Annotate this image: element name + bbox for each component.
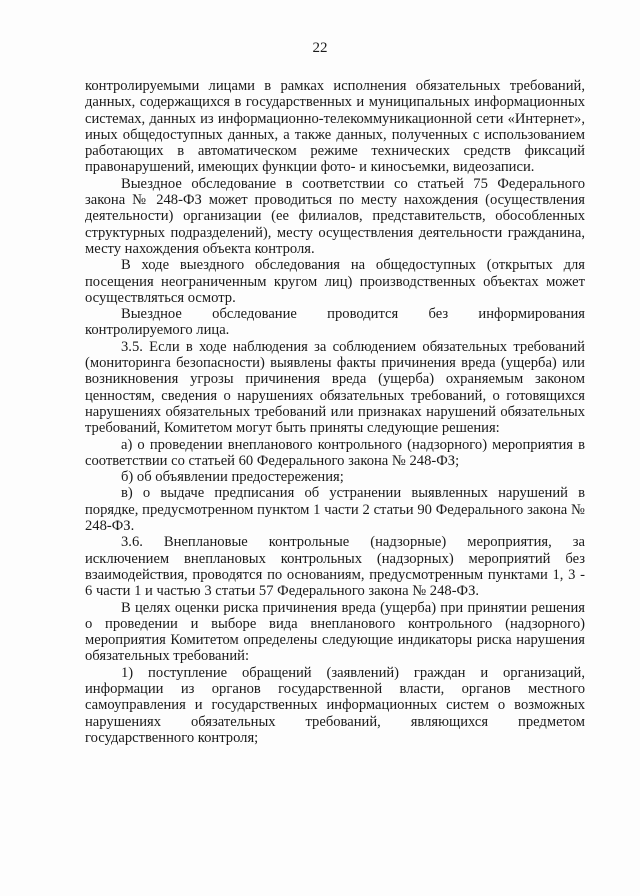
- paragraph-1: контролируемыми лицами в рамках исполнения обязательных требований, данных, содержащихся в государственных и муниципальных информационных системах, данных из информационно-телекоммуникационной сети «Интернет», иных общедоступных данных, а также данных, полученных с использованием работающих в автоматическом режиме технических средств фиксаций правонарушений, имеющих функции фото- и киносъемки, видеозаписи.: [85, 78, 585, 176]
- paragraph-8: в) о выдаче предписания об устранении выявленных нарушений в порядке, предусмотренном пунктом 1 части 2 статьи 90 Федерального закона № 248-ФЗ.: [85, 485, 585, 535]
- paragraph-2: Выездное обследование в соответствии со статьей 75 Федерального закона № 248-ФЗ может проводиться по месту нахождения (осуществления деятельности) организации (ее филиалов, представительств, обособленных структурных подразделений), месту осуществления деятельности гражданина, месту нахождения объекта контроля.: [85, 175, 585, 257]
- paragraph-6: а) о проведении внепланового контрольного (надзорного) мероприятия в соответствии со статьей 60 Федерального закона № 248-ФЗ;: [85, 436, 585, 469]
- document-body: [85, 78, 585, 746]
- paragraph-11: 1) поступление обращений (заявлений) граждан и организаций, информации из органов государственной власти, органов местного самоуправления и государственных информационных систем о возможных нарушениях обязательных требований, являющихся предметом государственного контроля;: [85, 664, 585, 746]
- paragraph-4: Выездное обследование проводится без информирования контролируемого лица.: [85, 306, 585, 339]
- paragraph-9: 3.6. Внеплановые контрольные (надзорные) мероприятия, за исключением внеплановых контрольных (надзорных) мероприятий без взаимодействия, проводятся по основаниям, предусмотренным пунктами 1, 3 - 6 части 1 и частью 3 статьи 57 Федерального закона № 248-ФЗ.: [85, 534, 585, 600]
- paragraph-5: 3.5. Если в ходе наблюдения за соблюдением обязательных требований (мониторинга безопасности) выявлены факты причинения вреда (ущерба) или возникновения угрозы причинения вреда (ущерба) охраняемым законом ценностям, сведения о нарушениях обязательных требований, о готовящихся нарушениях обязательных требований или признаках нарушений обязательных требований, Комитетом могут быть приняты следующие решения:: [85, 338, 585, 437]
- paragraph-7: б) об объявлении предостережения;: [121, 469, 344, 486]
- paragraph-3: В ходе выездного обследования на общедоступных (открытых для посещения неограниченным кругом лиц) производственных объектах может осуществляться осмотр.: [85, 257, 585, 306]
- paragraph-10: В целях оценки риска причинения вреда (ущерба) при принятии решения о проведении и выборе вида внепланового контрольного (надзорного) мероприятия Комитетом определены следующие индикаторы риска нарушения обязательных требований:: [85, 599, 585, 665]
- page-number: 22: [312, 40, 328, 56]
